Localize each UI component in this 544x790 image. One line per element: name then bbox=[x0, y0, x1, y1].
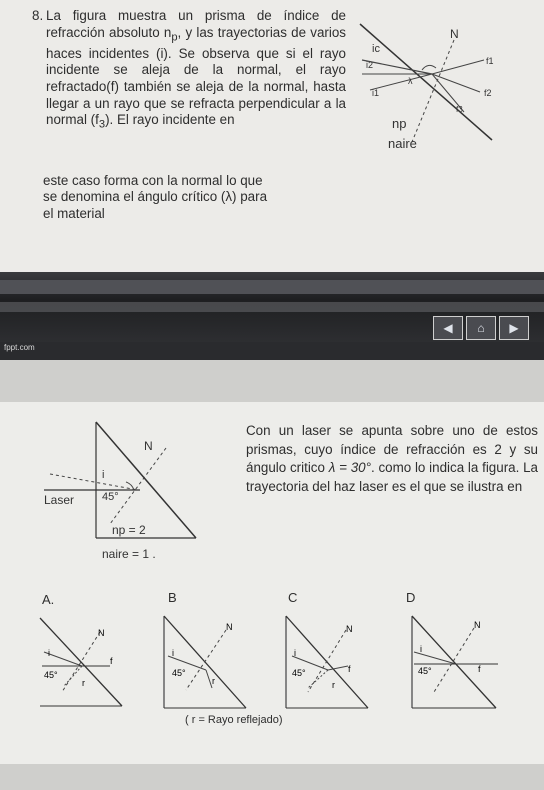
home-button[interactable]: ⌂ bbox=[466, 316, 496, 340]
svg-text:r: r bbox=[212, 676, 215, 686]
svg-text:45°: 45° bbox=[292, 668, 306, 678]
option-d-letter[interactable]: D bbox=[406, 590, 416, 605]
fig2-i-label: i bbox=[102, 469, 105, 481]
question-number: 8. bbox=[32, 8, 44, 23]
svg-text:i: i bbox=[48, 648, 50, 658]
svg-text:i: i bbox=[420, 644, 422, 654]
fig2-naire-label: naire = 1 . bbox=[102, 547, 156, 561]
question-8 bbox=[32, 8, 346, 134]
option-a-diagram[interactable] bbox=[38, 612, 128, 712]
slide-top bbox=[0, 0, 544, 290]
option-d-diagram[interactable] bbox=[408, 612, 502, 712]
np-label: np bbox=[392, 116, 407, 131]
svg-text:i: i bbox=[294, 648, 296, 658]
svg-text:f: f bbox=[348, 664, 351, 674]
f3-label: f3 bbox=[456, 105, 463, 114]
problem-text: Con un laser se apunta sobre uno de estos prismas, cuyo índice de refracción es 2 y su ángulo critico λ = 30°. como lo indica la figura. La trayectoria del haz laser es el que se ilustra en bbox=[246, 423, 538, 494]
svg-text:45°: 45° bbox=[172, 668, 186, 678]
question-continuation: este caso forma con la normal lo que se denomina el ángulo crítico (λ) para el material bbox=[43, 173, 268, 221]
fig2-normal-label: N bbox=[144, 439, 153, 453]
band-stripe bbox=[0, 280, 544, 294]
next-slide-button[interactable]: ▶ bbox=[499, 316, 529, 340]
slide-gap bbox=[0, 360, 544, 402]
i2-label: i2 bbox=[366, 60, 374, 70]
svg-text:f: f bbox=[110, 656, 113, 666]
svg-text:45°: 45° bbox=[418, 666, 432, 676]
svg-text:r: r bbox=[332, 680, 335, 690]
laser-prism-diagram bbox=[40, 412, 250, 572]
prism-refraction-diagram bbox=[352, 22, 542, 172]
svg-text:i: i bbox=[172, 648, 174, 658]
svg-text:f: f bbox=[478, 664, 481, 674]
laser-label: Laser bbox=[44, 493, 75, 507]
prev-slide-button[interactable]: ◀ bbox=[433, 316, 463, 340]
bottom-margin bbox=[0, 764, 544, 790]
f1-label: f1 bbox=[486, 56, 494, 66]
fig2-angle-label: 45° bbox=[102, 491, 119, 503]
svg-text:r: r bbox=[82, 678, 85, 688]
naire-label: naire bbox=[388, 136, 417, 151]
caption: ( r = Rayo reflejado) bbox=[185, 714, 283, 726]
option-c-letter[interactable]: C bbox=[288, 590, 298, 605]
band-stripe-light bbox=[0, 302, 544, 312]
f2-label: f2 bbox=[484, 88, 492, 98]
svg-text:N: N bbox=[474, 620, 481, 630]
option-b-diagram[interactable] bbox=[160, 612, 250, 712]
option-a-letter[interactable]: A. bbox=[42, 592, 55, 607]
svg-text:N: N bbox=[98, 628, 105, 638]
svg-text:N: N bbox=[346, 624, 353, 634]
option-b-letter[interactable]: B bbox=[168, 590, 177, 605]
normal-label: N bbox=[450, 27, 459, 41]
ic-label: ic bbox=[372, 43, 380, 55]
option-c-diagram[interactable] bbox=[282, 612, 372, 712]
svg-text:N: N bbox=[226, 622, 233, 632]
svg-text:45°: 45° bbox=[44, 670, 58, 680]
question-text: La figura muestra un prisma de índice de refracción absoluto $n_p$, y las trayectorias de varios haces incidentes (i). Se observa que si el rayo incidente se aleja de la normal, el rayo refractado(f) también se aleja de la normal, hasta llegar a un rayo que se refracta perpendicular a la normal $(f_3)$. El rayo incidente en bbox=[46, 8, 346, 131]
lambda-label: λ bbox=[408, 76, 413, 86]
footer-site: fppt.com bbox=[4, 343, 35, 352]
fig2-np-label: np = 2 bbox=[112, 523, 146, 537]
i1-label: i1 bbox=[372, 88, 380, 98]
